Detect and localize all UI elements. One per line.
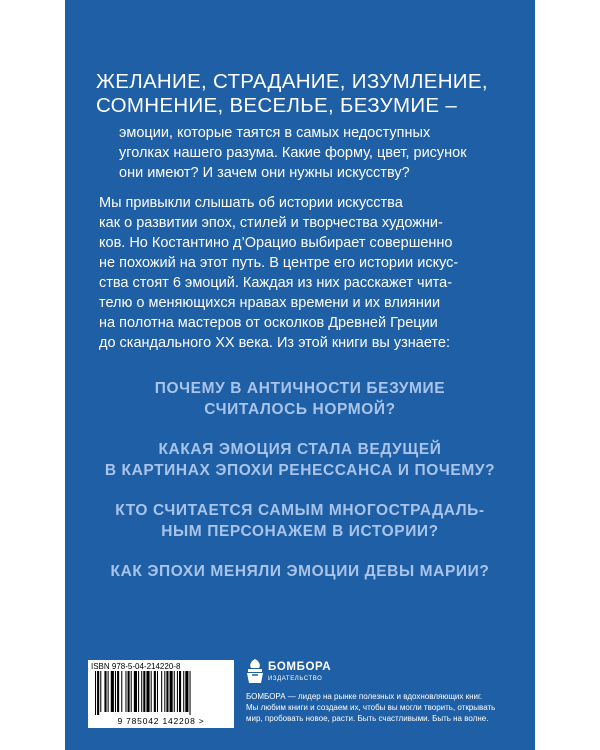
description-line: ства стоят 6 эмоций. Каждая из них расскажет чита-: [99, 275, 453, 291]
question-item: [65, 561, 535, 582]
barcode-bar: [121, 671, 122, 712]
description-line: ков. Но Костантино д’Орацио выбирает совершенно: [99, 235, 453, 251]
intro-line: они имеют? И зачем они нужны искусству?: [119, 165, 410, 181]
publisher-name: БОМБОРА: [268, 661, 332, 673]
headline: [96, 70, 516, 118]
description-paragraph: [99, 193, 519, 353]
question-line: В КАРТИНАХ ЭПОХИ РЕНЕССАНСА И ПОЧЕМУ?: [104, 462, 496, 479]
description-line: телю о меняющихся нравах времени и их влиянии: [99, 295, 441, 311]
question-line: СЧИТАЛОСЬ НОРМОЙ?: [204, 401, 396, 418]
question-item: [65, 439, 535, 481]
barcode-bar: [161, 671, 162, 712]
blurb-line: Мы любим книги и создаем их, чтобы вы могли творить, открывать: [246, 703, 496, 712]
publisher-subtitle: ИЗДАТЕЛЬСТВО: [268, 676, 323, 682]
barcode-bar: [143, 671, 145, 712]
blurb-line: мир, пробовать новое, расти. Быть счастливыми. Быть на волне.: [246, 714, 489, 723]
barcode-bar: [108, 671, 109, 712]
barcode-bar: [170, 671, 173, 712]
barcode-bar: [146, 671, 149, 712]
barcode-bar: [100, 671, 101, 712]
barcode-bar: [134, 671, 137, 712]
barcode-bar: [138, 671, 139, 712]
question-line: КАК ЭПОХИ МЕНЯЛИ ЭМОЦИИ ДЕВЫ МАРИИ?: [110, 563, 490, 580]
question-line: ПОЧЕМУ В АНТИЧНОСТИ БЕЗУМИЕ: [154, 380, 446, 397]
headline-line: ЖЕЛАНИЕ, СТРАДАНИЕ, ИЗУМЛЕНИЕ,: [96, 70, 488, 93]
barcode-bar: [104, 671, 106, 712]
barcode-bar: [97, 671, 99, 715]
barcode-bars: [91, 671, 231, 715]
barcode-bar: [151, 671, 152, 712]
barcode-bar: [190, 671, 191, 715]
barcode-bar: [131, 671, 132, 712]
blurb-line: БОМБОРА — лидер на рынке полезных и вдохновляющих книг.: [246, 692, 483, 701]
question-list: [65, 378, 535, 601]
question-line: КТО СЧИТАЕТСЯ САМЫМ МНОГОСТРАДАЛЬ-: [115, 502, 485, 519]
barcode-bar: [117, 671, 119, 712]
isbn-label: ISBN 978-5-04-214220-8: [91, 662, 181, 671]
question-line: НЫМ ПЕРСОНАЖЕМ В ИСТОРИИ?: [161, 523, 439, 540]
barcode-bar: [164, 671, 165, 712]
barcode-bar: [141, 671, 142, 712]
barcode-bar: [179, 671, 181, 712]
barcode-bar: [166, 671, 168, 712]
barcode-bar: [177, 671, 178, 712]
description-line: не похожий на этот путь. В центре его истории искус-: [99, 255, 459, 271]
intro-paragraph: [119, 123, 519, 183]
barcode-box: [88, 660, 234, 728]
barcode-bar: [154, 671, 156, 712]
barcode-bar: [157, 671, 158, 712]
barcode-bar: [125, 671, 126, 712]
question-item: [65, 378, 535, 420]
barcode-bar: [115, 671, 116, 712]
barcode-bar: [174, 671, 175, 712]
description-line: на полотна мастеров от осколков Древней Греции: [99, 315, 438, 331]
barcode-bar: [183, 671, 184, 712]
barcode-bar: [185, 671, 188, 712]
description-line: Мы привыкли слышать об истории искусства: [99, 195, 403, 211]
publisher-blurb: [246, 691, 531, 724]
bombora-logo-icon: [246, 658, 264, 684]
description-line: как о развитии эпох, стилей и творчества художни-: [99, 215, 443, 231]
barcode-bar: [111, 671, 114, 712]
headline-line: СОМНЕНИЕ, ВЕСЕЛЬЕ, БЕЗУМИЕ –: [96, 94, 458, 117]
intro-line: эмоции, которые таятся в самых недоступных: [119, 125, 431, 141]
barcode-digits: 9 785042 142208 >: [117, 716, 205, 726]
barcode-bar: [95, 671, 96, 715]
question-item: [65, 500, 535, 542]
description-line: до скандального XX века. Из этой книги вы узнаете:: [99, 335, 450, 351]
barcode-bar: [128, 671, 130, 712]
intro-line: уголках нашего разума. Какие форму, цвет, рисунок: [119, 145, 467, 161]
book-back-cover: [65, 0, 535, 750]
question-line: КАКАЯ ЭМОЦИЯ СТАЛА ВЕДУЩЕЙ: [158, 441, 442, 458]
